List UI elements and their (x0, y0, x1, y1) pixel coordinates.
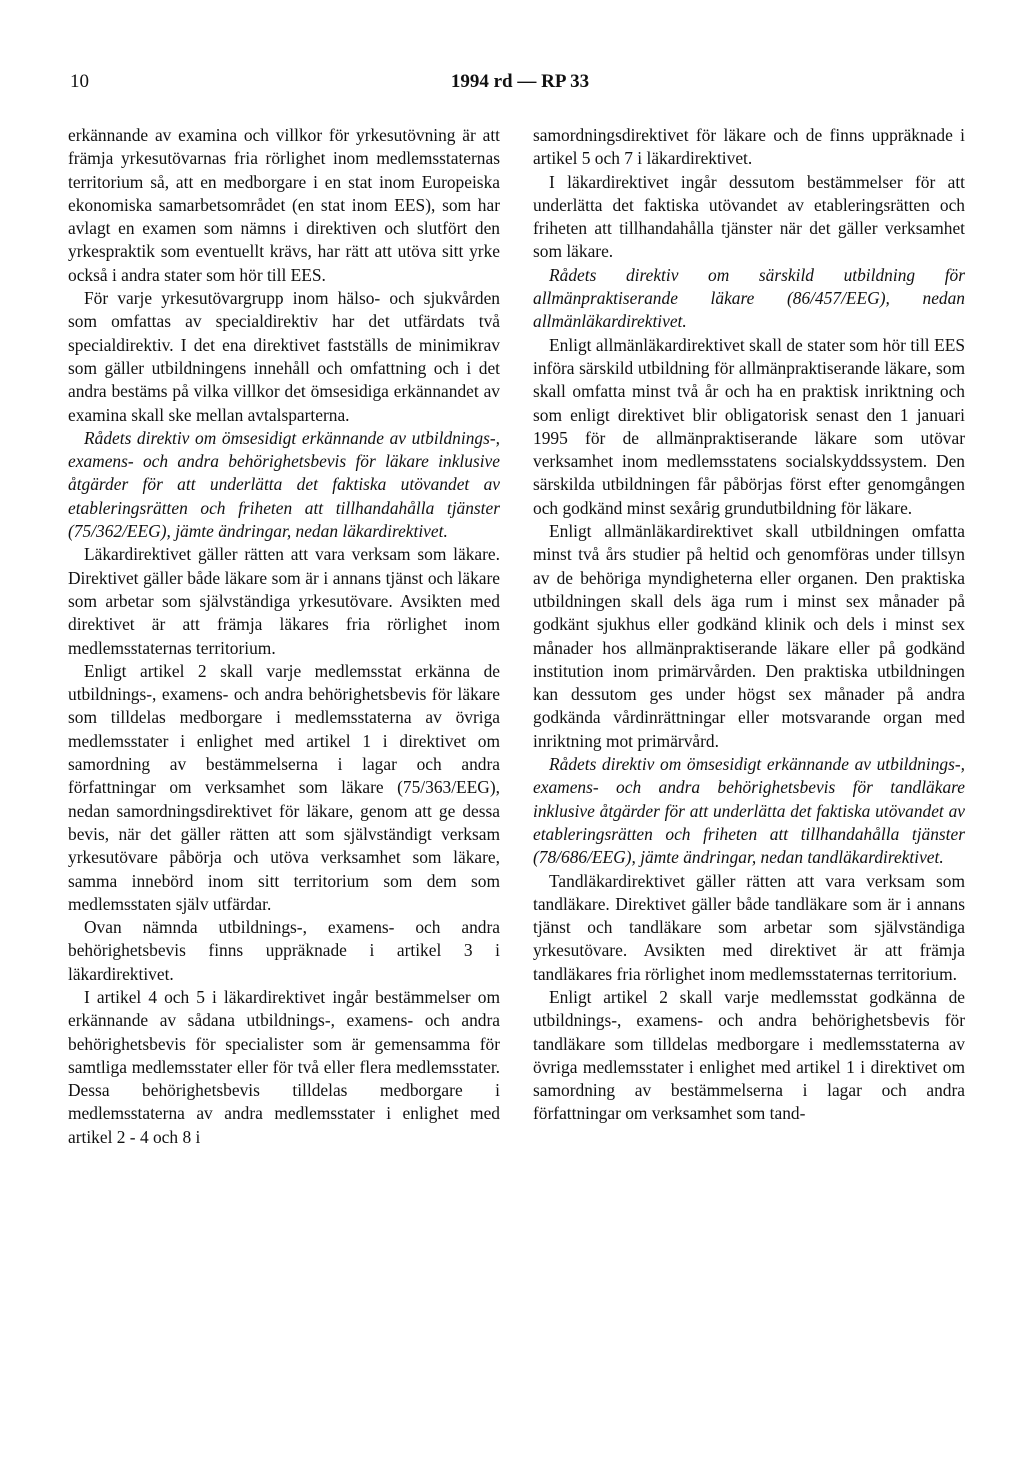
running-title: 1994 rd — RP 33 (450, 71, 590, 92)
directive-title: Rådets direktiv om särskild utbildning för allmänpraktiserande läkare (86/457/EEG), nedan allmänläkardirektivet. (533, 264, 965, 332)
paragraph: I läkardirektivet ingår dessutom bestämmelser för att underlätta det faktiska utövandet av etableringsrätten och friheten att tillhandahålla tjänster när det gäller verksamhet som läkare. (533, 171, 965, 262)
page-header (70, 66, 970, 98)
directive-title: Rådets direktiv om ömsesidigt erkännande av utbildnings-, examens- och andra behörighetsbevis för tandläkare inklusive åtgärder för att underlätta det faktiska utövandet av etableringsrätten och friheten att tillhandahålla tjänster (78/686/EEG), jämte ändringar, nedan tandläkardirektivet. (533, 754, 965, 868)
paragraph: Enligt artikel 2 skall varje medlemsstat godkänna de utbildnings-, examens- och andra behörighetsbevis för tandläkare som tilldelas medborgare i medlemsstaterna av övriga medlemsstater i enlighet med artikel 1 i direktivet om samordning av bestämmelserna i lagar och andra författningar om verksamhet som tand- (533, 986, 965, 1124)
paragraph: Läkardirektivet gäller rätten att vara verksam som läkare. Direktivet gäller både läkare som är i annans tjänst och läkare som arbetar som självständiga yrkesutövare. Avsikten med direktivet är att främja läkares fria rörlighet inom medlemsstaternas territorium. (68, 544, 500, 658)
paragraph: erkännande av examina och villkor för yrkesutövning är att främja yrkesutövarnas fria rörlighet inom medlemsstaternas territorium så, att en medborgare i en stat inom Europeiska ekonomiska samarbetsområdet (en stat inom EES), som har avlagt en examen som nämns i direktiven och slutfört den yrkespraktik som eventuellt krävs, har rätt att utöva sitt yrke också i andra stater som hör till EES. (68, 125, 500, 285)
paragraph: I artikel 4 och 5 i läkardirektivet ingår bestämmelser om erkännande av sådana utbildnings-, examens- och andra behörighetsbevis för specialister som är gemensamma för samtliga medlemsstater eller för två eller flera medlemsstater. Dessa behörighetsbevis tilldelas medborgare i medlemsstaterna av andra medlemsstater i enlighet med artikel 2 - 4 och 8 i (68, 986, 500, 1147)
paragraph: Tandläkardirektivet gäller rätten att vara verksam som tandläkare. Direktivet gäller både tandläkare som är i annans tjänst och tandläkare som arbetar som självständiga yrkesutövare. Avsikten med direktivet är att främja tandläkares fria rörlighet inom medlemsstaternas territorium. (533, 870, 965, 984)
page-number: 10 (70, 71, 89, 92)
paragraph: För varje yrkesutövargrupp inom hälso- och sjukvården som omfattas av specialdirektiv har det utfärdats två specialdirektiv. I det ena direktivet fastställs de minimikrav som gäller utbildningens innehåll och omfattning och i det andra bestäms på vilka villkor det ömsesidiga erkännandet av examina skall ske mellan avtalsparterna. (68, 288, 500, 425)
paragraph: Ovan nämnda utbildnings-, examens- och andra behörighetsbevis finns uppräknade i artikel 3 i läkardirektivet. (68, 917, 500, 984)
directive-title: Rådets direktiv om ömsesidigt erkännande av utbildnings-, examens- och andra behörighetsbevis för läkare inklusive åtgärder för att underlätta det faktiska utövandet av etableringsrätten och friheten att tillhandahålla tjänster (75/362/EEG), jämte ändringar, nedan läkardirektivet. (68, 427, 500, 542)
left-column (68, 124, 500, 1149)
paragraph: Enligt artikel 2 skall varje medlemsstat erkänna de utbildnings-, examens- och andra behörighetsbevis för läkare som tilldelas medborgare i medlemsstaterna av övriga medlemsstater i enlighet med artikel 1 i direktivet om samordning av bestämmelserna i lagar och andra författningar om verksamhet som läkare (75/363/EEG), nedan samordningsdirektivet för läkare, genom att ge dessa bevis, när det gäller rätten att som självständigt verksam yrkesutövare påbörja och utöva verksamhet som läkare, samma innebörd inom sitt territorium som dem som medlemsstaten själv utfärdar. (68, 660, 500, 914)
paragraph: Enligt allmänläkardirektivet skall utbildningen omfatta minst två års studier på heltid och genomföras under tillsyn av de behöriga myndigheterna eller organen. Den praktiska utbildningen skall dels äga rum i minst sex månader på godkänt sjukhus eller godkänd klinik och dels i minst sex månader hos allmänpraktiserande läkare eller på godkänd institution inom primärvården. Den praktiska utbildningen kan dessutom ges under högst sex månader på andra godkända vårdinrättningar eller motsvarande organ med inriktning mot primärvård. (533, 521, 965, 751)
paragraph: Enligt allmänläkardirektivet skall de stater som hör till EES införa särskild utbildning för allmänpraktiserande läkare, som skall omfatta minst två år och ha en praktisk inriktning och som enligt direktivet blir obligatorisk senast den 1 januari 1995 för de allmänpraktiserande läkare som utövar verksamhet inom medlemsstatens socialskyddssystem. Den särskilda utbildningen får påbörjas först efter genomgången och godkänd minst sexårig grundutbildning för läkare. (533, 334, 965, 518)
right-column (533, 124, 965, 1126)
paragraph: samordningsdirektivet för läkare och de finns uppräknade i artikel 5 och 7 i läkardirektivet. (533, 125, 965, 169)
